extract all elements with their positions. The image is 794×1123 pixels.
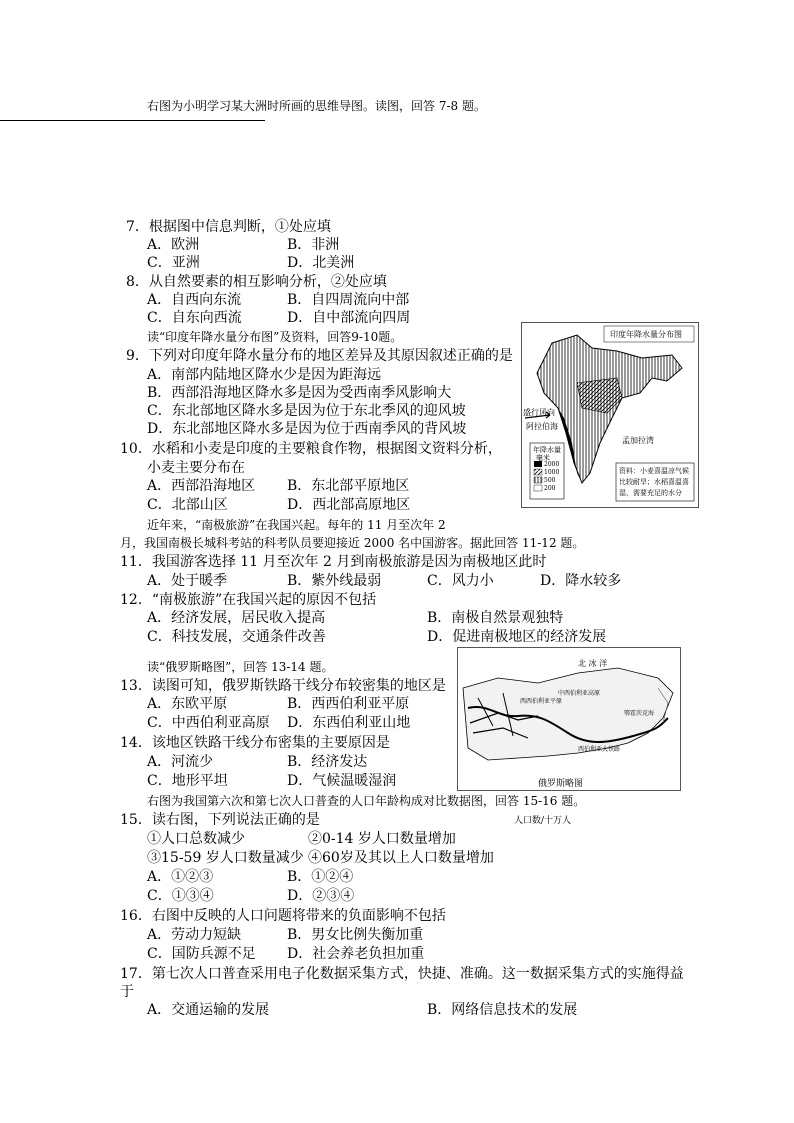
india-legend-value-1: 2000 bbox=[544, 461, 560, 468]
q12-option-c[interactable]: C．科技发展，交通条件改善 bbox=[147, 629, 326, 645]
q14-option-b[interactable]: B．经济发达 bbox=[287, 754, 368, 770]
q16-option-a[interactable]: A．劳动力短缺 bbox=[147, 927, 242, 943]
q15-statement-2: ②0-14 岁人口数量增加 bbox=[308, 831, 456, 847]
q11-option-a[interactable]: A．处于暖季 bbox=[147, 573, 228, 589]
russia-map bbox=[457, 647, 681, 791]
q17-option-a[interactable]: A．交通运输的发展 bbox=[147, 1002, 270, 1018]
q15-option-c[interactable]: C．①③④ bbox=[147, 888, 214, 904]
q10-option-c[interactable]: C．北部山区 bbox=[147, 497, 228, 513]
q9-option-b[interactable]: B．西部沿海地区降水多是因为受西南季风影响大 bbox=[147, 385, 452, 401]
intro-9-10: 读“印度年降水量分布图”及资料，回答9-10题。 bbox=[147, 330, 403, 344]
q7-option-c[interactable]: C．亚洲 bbox=[147, 255, 200, 271]
india-legend-title: 年降水量 bbox=[533, 446, 561, 454]
india-legend-unit: 毫米 bbox=[536, 454, 550, 462]
q7-option-a[interactable]: A．欧洲 bbox=[147, 237, 200, 253]
q8-stem: 8．从自然要素的相互影响分析，②处应填 bbox=[126, 274, 387, 290]
india-bay-of-bengal-label: 孟加拉湾 bbox=[622, 436, 654, 445]
india-note-line1: 资料：小麦喜温凉气候 bbox=[619, 467, 689, 475]
intro-7-8: 右图为小明学习某大洲时所画的思维导图。读图，回答 7-8 题。 bbox=[147, 99, 486, 113]
q16-option-d[interactable]: D．社会养老负担加重 bbox=[287, 946, 425, 962]
pop-chart-ylabel: 人口数/十万人 bbox=[514, 816, 572, 826]
russia-map-graphic bbox=[458, 648, 680, 790]
q15-statement-1: ①人口总数减少 bbox=[147, 831, 245, 847]
russia-central-siberian-plateau-label: 中西伯利亚高原 bbox=[558, 690, 601, 697]
india-arabian-sea-label: 阿拉伯海 bbox=[526, 422, 558, 431]
q12-option-d[interactable]: D．促进南极地区的经济发展 bbox=[427, 629, 607, 645]
q14-option-a[interactable]: A．河流少 bbox=[147, 754, 214, 770]
india-legend-value-3: 500 bbox=[544, 477, 556, 484]
q14-option-d[interactable]: D．气候温暖湿润 bbox=[287, 773, 397, 789]
q15-stem: 15．读右图，下列说法正确的是 bbox=[120, 812, 320, 828]
q8-option-b[interactable]: B．自四周流向中部 bbox=[287, 292, 410, 308]
intro-15-16: 右图为我国第六次和第七次人口普查的人口年龄构成对比数据图，回答 15-16 题。 bbox=[147, 794, 586, 808]
india-precipitation-map bbox=[521, 322, 699, 508]
q11-stem: 11．我国游客选择 11 月至次年 2 月到南极旅游是因为南极地区此时 bbox=[120, 554, 547, 570]
q8-option-a[interactable]: A．自西向东流 bbox=[147, 292, 242, 308]
q8-option-d[interactable]: D．自中部流向四周 bbox=[287, 310, 411, 326]
q12-option-a[interactable]: A．经济发展，居民收入提高 bbox=[147, 610, 326, 626]
intro-11-12-line2: 月，我国南极长城科考站的科考队员要迎接近 2000 名中国游客。据此回答 11-12 题。 bbox=[120, 536, 585, 550]
india-legend-value-4: 200 bbox=[544, 485, 556, 492]
q13-option-b[interactable]: B．西西伯利亚平原 bbox=[287, 696, 410, 712]
q13-option-c[interactable]: C．中西伯利亚高原 bbox=[147, 715, 270, 731]
q10-option-a[interactable]: A．西部沿海地区 bbox=[147, 478, 256, 494]
q17-stem: 17．第七次人口普查采用电子化数据采集方式，快捷、准确。这一数据采集方式的实施得益 bbox=[120, 966, 684, 982]
india-legend-value-2: 1000 bbox=[544, 469, 560, 476]
q11-option-d[interactable]: D．降水较多 bbox=[540, 573, 622, 589]
q9-option-c[interactable]: C．东北部地区降水多是因为位于东北季风的迎风坡 bbox=[147, 403, 466, 419]
q16-option-b[interactable]: B．男女比例失衡加重 bbox=[287, 927, 424, 943]
q15-statement-4: ④60岁及其以上人口数量增加 bbox=[308, 850, 494, 866]
q10-option-d[interactable]: D．西北部高原地区 bbox=[287, 497, 411, 513]
india-note-line3: 湿，需要充足的水分 bbox=[619, 489, 682, 497]
russia-arctic-ocean-label: 北 冰 洋 bbox=[578, 659, 608, 668]
q15-statement-3: ③15-59 岁人口数量减少 bbox=[147, 850, 304, 866]
india-map-title: 印度年降水量分布图 bbox=[610, 330, 682, 339]
q14-stem: 14．该地区铁路干线分布密集的主要原因是 bbox=[120, 735, 390, 751]
q11-option-c[interactable]: C．风力小 bbox=[427, 573, 494, 589]
q7-option-b[interactable]: B．非洲 bbox=[287, 237, 340, 253]
q10-stem-cont: 小麦主要分布在 bbox=[147, 460, 245, 476]
q10-stem: 10．水稻和小麦是印度的主要粮食作物，根据图文资料分析， bbox=[120, 441, 502, 457]
india-note-line2: 比较耐旱；水稻喜温喜 bbox=[619, 478, 689, 486]
intro-13-14: 读“俄罗斯略图”，回答 13-14 题。 bbox=[147, 660, 334, 674]
q15-option-b[interactable]: B．①②④ bbox=[287, 869, 354, 885]
russia-map-caption: 俄罗斯略图 bbox=[538, 779, 584, 789]
q11-option-b[interactable]: B．紫外线最弱 bbox=[287, 573, 382, 589]
russia-okhotsk-sea-label: 鄂霍茨克海 bbox=[624, 710, 655, 717]
q14-option-c[interactable]: C．地形平坦 bbox=[147, 773, 228, 789]
russia-railway-label: 西伯利亚大铁路 bbox=[578, 746, 621, 753]
india-wind-label: 盛行风向 bbox=[523, 408, 555, 417]
q9-option-d[interactable]: D．东北部地区降水多是因为位于西南季风的背风坡 bbox=[147, 421, 467, 437]
q16-option-c[interactable]: C．国防兵源不足 bbox=[147, 946, 256, 962]
q13-stem: 13．读图可知，俄罗斯铁路干线分布较密集的地区是 bbox=[120, 678, 446, 694]
q12-option-b[interactable]: B．南极自然景观独特 bbox=[427, 610, 564, 626]
q7-option-d[interactable]: D．北美洲 bbox=[287, 255, 355, 271]
russia-west-siberian-plain-label: 西西伯利亚平原 bbox=[520, 698, 563, 705]
header-rule bbox=[0, 120, 265, 121]
q7-stem: 7．根据图中信息判断，①处应填 bbox=[126, 219, 331, 235]
intro-11-12-line1: 近年来，“南极旅游”在我国兴起。每年的 11 月至次年 2 bbox=[147, 518, 446, 532]
q17-stem-cont: 于 bbox=[120, 984, 134, 1000]
q16-stem: 16．右图中反映的人口问题将带来的负面影响不包括 bbox=[120, 908, 446, 924]
q9-stem: 9．下列对印度年降水量分布的地区差异及其原因叙述正确的是 bbox=[126, 348, 513, 364]
q15-option-d[interactable]: D．②③④ bbox=[287, 888, 355, 904]
q13-option-a[interactable]: A．东欧平原 bbox=[147, 696, 228, 712]
q17-option-b[interactable]: B．网络信息技术的发展 bbox=[427, 1002, 578, 1018]
q15-option-a[interactable]: A．①②③ bbox=[147, 869, 214, 885]
q10-option-b[interactable]: B．东北部平原地区 bbox=[287, 478, 410, 494]
q13-option-d[interactable]: D．东西伯利亚山地 bbox=[287, 715, 411, 731]
q9-option-a[interactable]: A．南部内陆地区降水少是因为距海远 bbox=[147, 367, 382, 383]
q12-stem: 12．“南极旅游”在我国兴起的原因不包括 bbox=[120, 592, 377, 608]
q8-option-c[interactable]: C．自东向西流 bbox=[147, 310, 242, 326]
